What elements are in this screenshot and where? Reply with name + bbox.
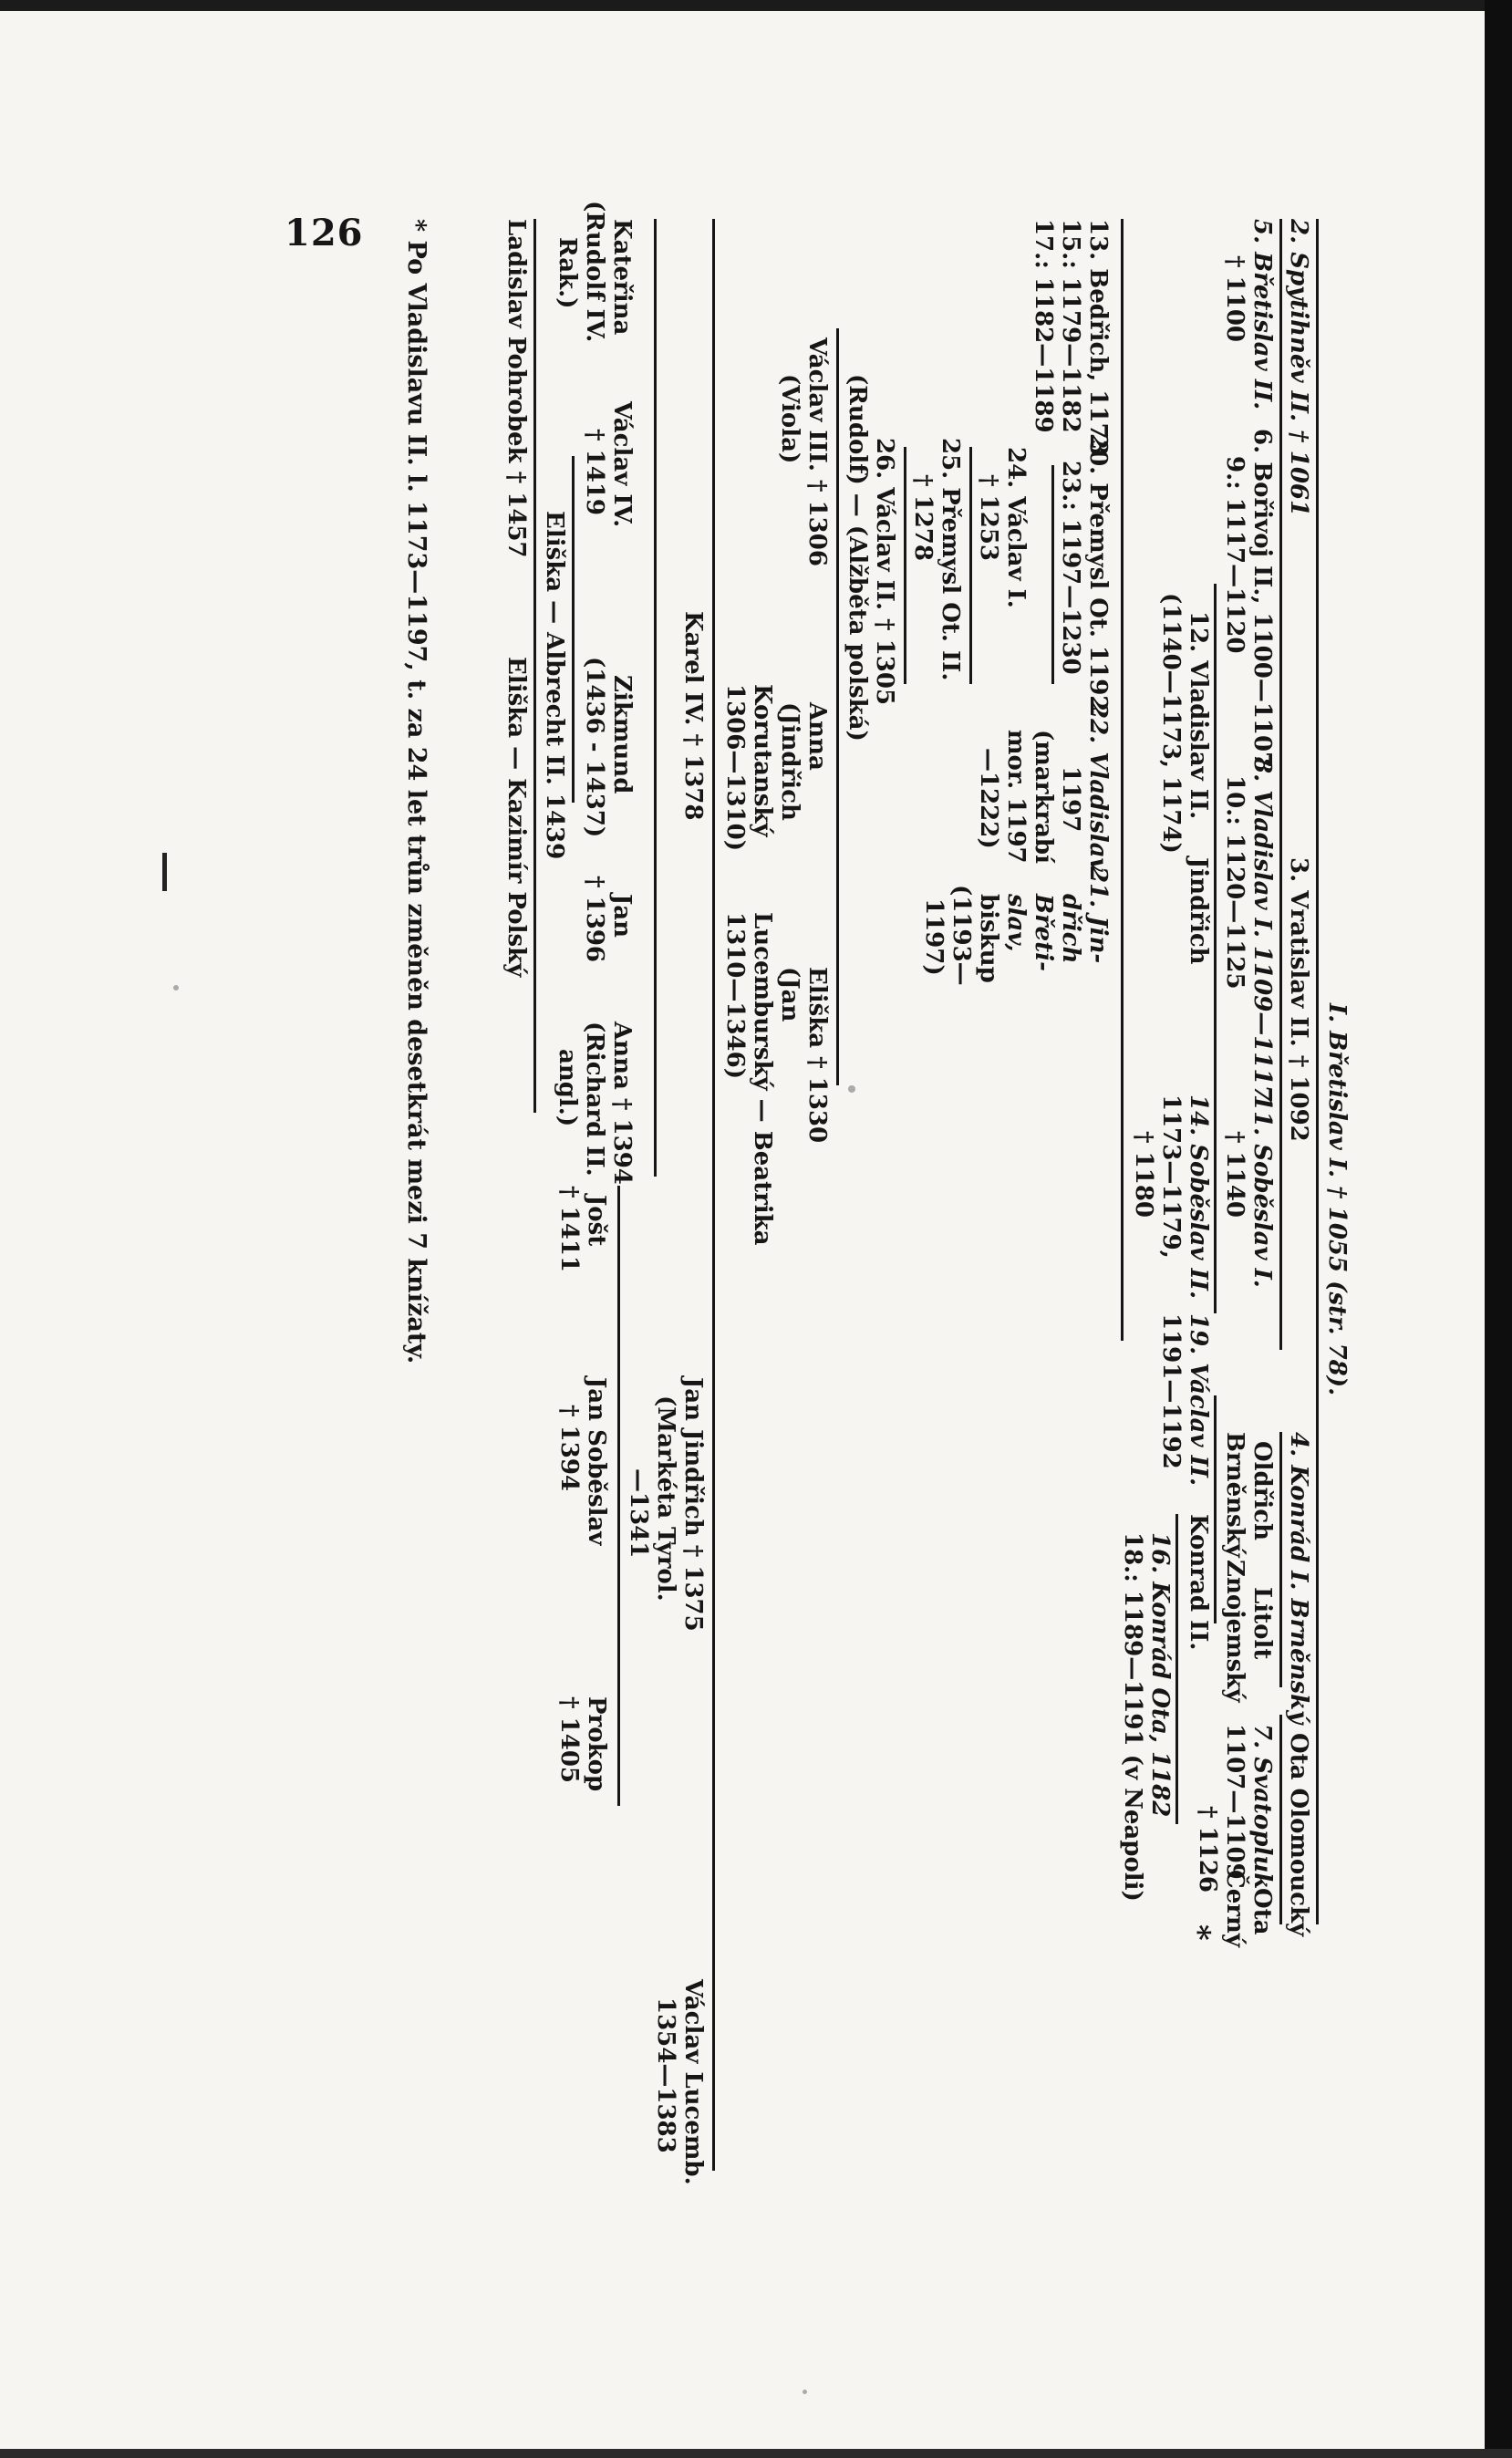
dates-konrad-ota: 18.: 1189—1191 (v Neapoli) [1119,1532,1146,1902]
bracket-line [533,219,536,1113]
person-zikmund: Zikmund [608,675,636,794]
person-premysl-otakar1: 20. Přemysl Ot. 1192 [1084,433,1112,712]
bracket-line [1175,1514,1178,1824]
root-ancestor: I. Břetislav I. † 1055 (str. 78). [1323,1003,1351,1396]
footnote-text: * Po Vladislavu II. l. 1173—1197, t. za 24 let trůn změněn desetkrát mezi 7 knížaty. [402,219,430,1364]
dates-vaclav4: † 1419 [581,429,608,516]
label-jindrich-bretislav-1: dřich [1057,894,1084,964]
bracket-line [654,219,657,1177]
marriage-anna-3: 1306—1310) [721,684,749,852]
bracket-line [1121,219,1124,1341]
person-jan-jindrich: Jan Jindřich † 1375 [679,1377,707,1632]
dates-borivoj2: 9.: 1117—1120 [1221,456,1248,654]
bracket-line [904,447,906,684]
marriage-vaclav3: (Viola) [776,374,803,464]
person-premysl-otakar2: 25. Přemysl Ot. II. [937,438,964,681]
dates-svatopluk: 1107—1109 [1221,1724,1248,1880]
person-vaclav1: 24. Václav I. [1002,447,1030,608]
death-svatopluk: † 1126 [1194,1806,1221,1893]
bracket-line [1316,219,1319,1924]
person-ota-cerny: Ota [1248,1888,1276,1935]
person-oldrich: Oldřich [1248,1441,1276,1541]
page-number: 126 [285,212,364,254]
footnote-marker: * [1180,1924,1217,1941]
dates-vaclav-lucemburk: 1354—1383 [652,1997,679,2153]
person-vratislav: 3. Vratislav II. † 1092 [1285,857,1312,1142]
bracket-line [836,328,839,1085]
person-litolt: Litolt [1248,1587,1276,1660]
person-karel4: Karel IV. † 1378 [679,611,707,821]
scan-edge-top [0,0,1512,11]
label-oldrich: Brněnský [1221,1432,1248,1558]
person-jindrich-bretislav: 21. Jin- [1084,866,1112,964]
label-vladislav3-2: (markrabí [1030,730,1057,864]
marriage-eliska-2: Lucemburský — Beatrika [749,912,776,1246]
person-bretislav2: 5. Břetislav II. [1248,219,1276,410]
person-vaclav2-king: 26. Václav II. † 1305 [871,438,898,706]
person-eliska-albrecht: Eliška — Albrecht II. 1439 [541,511,568,860]
scan-speck [173,985,179,990]
person-vaclav-lucemburk: Václav Lucemb. [679,1979,707,2185]
label-jindrich-bretislav-5: (1193— [948,885,975,986]
scan-edge-right [1485,0,1512,2458]
person-eliska-kazimir: Eliška — Kazimír Polský [502,657,530,978]
dates-jan-zhorelecky: † 1396 [581,876,608,963]
dates-sobeslav2: 1173—1179, [1157,1094,1185,1259]
person-jindrich: Jindřich [1185,857,1212,965]
person-vladislav2: 12. Vladislav II. [1185,611,1212,820]
marriage-anna-1: (Jindřich [776,702,803,821]
dates-jan-sobeslav: † 1394 [555,1405,583,1492]
dates-vaclav2-duke: 1191—1192 [1157,1313,1185,1469]
person-vladislav1: 8. Vladislav I. 1109—1117 [1248,757,1276,1102]
bracket-line [617,1186,620,1806]
bracket-line [1214,1395,1217,1623]
bracket-line [1279,1715,1282,1924]
marriage-jan-jindrich-2: —1341 [625,1468,652,1559]
person-ota: Ota Olomoucký [1285,1733,1312,1937]
person-vaclav3: Václav III. † 1306 [803,337,831,566]
label-litolt: Znojemský [1221,1560,1248,1703]
person-sobeslav1: 11. Soběslav I. [1248,1094,1276,1288]
label-vladislav3-4: —1222) [975,748,1002,849]
dates-jost: † 1411 [555,1186,583,1273]
person-jan-zhorelecky: Jan [608,894,636,939]
printer-mark [162,853,167,891]
dates-bedrich-1: 15.: 1179—1182 [1057,219,1084,433]
label-ota-cerny: Černý [1221,1870,1248,1947]
bracket-line [969,447,972,684]
person-borivoj2: 6. Bořivoj II., 1100—1107 [1248,429,1276,769]
person-ladislav-pohrobek: Ladislav Pohrobek † 1457 [502,219,530,558]
marriage-jan-jindrich-1: (Markéta Tyrol. [652,1395,679,1602]
marriage-eliska-1: (Jan [776,967,803,1022]
dates-vladislav1: 10.: 1120—1125 [1221,775,1248,990]
label-vladislav3-3: mor. 1197 [1002,730,1030,864]
bracket-line [1214,584,1217,1313]
bracket-line [1051,465,1054,684]
person-eliska-premyslovna: Eliška † 1330 [803,967,831,1144]
person-konrad2: Konrad II. [1185,1514,1212,1651]
person-vaclav2-duke: 19. Václav II. [1185,1313,1212,1487]
person-sobeslav2: 14. Soběslav II. [1185,1094,1212,1300]
dates-vladislav2: (1140—1173, 1174) [1157,593,1185,854]
scan-edge-bottom [0,2449,1512,2458]
person-konrad: 4. Konrád I. Brněnský [1285,1432,1312,1725]
dates-zikmund: (1436 - 1437) [581,657,608,838]
bracket-line [712,219,715,2171]
marriage-vaclav2-king: (Rudolf) — (Alžběta polská) [844,374,871,742]
person-bedrich: 13. Bedřich, 1173 [1084,219,1112,456]
dates-bedrich-2: 17.: 1182—1189 [1030,219,1057,433]
marriage-katerina-2: Rak.) [554,237,581,309]
label-jindrich-bretislav-3: slav, [1002,894,1030,952]
person-svatopluk: 7. Svatopluk [1248,1724,1276,1890]
person-vaclav4: Václav IV. [608,401,636,528]
person-vladislav3: 22. Vladislav [1084,702,1112,872]
dates-bretislav2: † 1100 [1221,255,1248,343]
person-katerina: Kateřina [608,219,636,336]
dates-sobeslav1: † 1140 [1221,1131,1248,1219]
label-jindrich-bretislav-4: biskup [975,894,1002,983]
marriage-katerina-1: (Rudolf IV. [581,201,608,343]
dates-premysl-otakar2: † 1278 [909,474,937,562]
person-spytihnev: 2. Spytihněv II. † 1061 [1285,219,1312,517]
bracket-line [572,456,575,803]
label-jindrich-bretislav-2: Břeti- [1030,894,1057,971]
marriage-anna-lucemburska-1: (Richard II. [581,1022,608,1177]
bracket-line [1279,1432,1282,1687]
person-jost: Jošt [583,1195,610,1247]
dates-premysl-otakar1: 23.: 1197—1230 [1057,461,1084,675]
genealogy-table [210,201,1351,2408]
marriage-anna-2: Korutanský [749,684,776,837]
person-prokop: Prokop [583,1696,610,1792]
person-anna-lucemburska: Anna † 1394 [608,1022,636,1185]
person-konrad-ota: 16. Konrád Ota, 1182 [1146,1532,1174,1818]
label-vladislav3-1: 1197 [1057,766,1084,833]
death-sobeslav2: † 1180 [1130,1131,1157,1219]
person-anna: Anna [803,702,831,771]
marriage-eliska-3: 1310—1346) [721,912,749,1080]
bracket-line [1279,219,1282,1350]
person-jan-sobeslav: Jan Soběslav [583,1377,610,1546]
dates-vaclav1: † 1253 [975,474,1002,562]
marriage-anna-lucemburska-2: angl.) [554,1049,581,1127]
dates-prokop: † 1405 [555,1696,583,1784]
label-jindrich-bretislav-6: 1197) [920,898,948,976]
